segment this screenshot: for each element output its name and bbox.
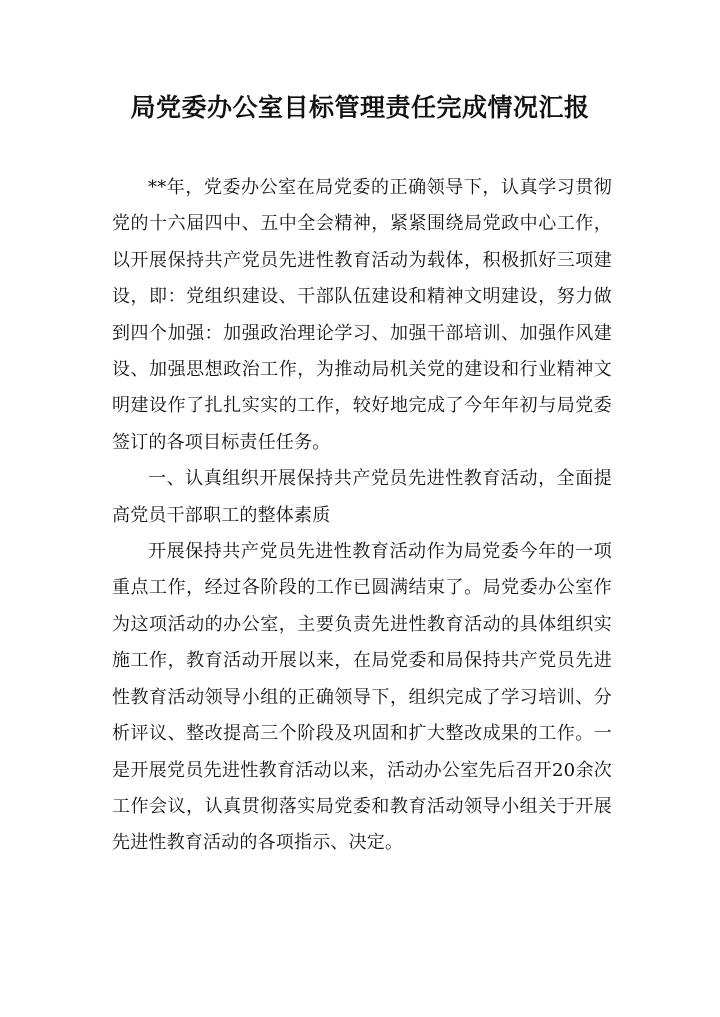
document-body bbox=[112, 170, 612, 862]
section-heading-1: 一、认真组织开展保持共产党员先进性教育活动，全面提高党员干部职工的整体素质 bbox=[112, 468, 612, 526]
paragraph-intro: **年，党委办公室在局党委的正确领导下，认真学习贯彻党的十六届四中、五中全会精神，紧紧围绕局党政中心工作，以开展保持共产党员先进性教育活动为载体，积极抓好三项建设，即：党组织建设、干部队伍建设和精神文明建设，努力做到四个加强：加强政治理论学习、加强干部培训、加强作风建设、加强思想政治工作，为推动局机关党的建设和行业精神文明建设作了扎扎实实的工作，较好地完成了今年年初与局党委签订的各项目标责任任务。 bbox=[112, 177, 612, 453]
paragraph-section-1: 开展保持共产党员先进性教育活动作为局党委今年的一项重点工作，经过各阶段的工作已圆满结束了。局党委办公室作为这项活动的办公室，主要负责先进性教育活动的具体组织实施工作，教育活动开展以来，在局党委和局保持共产党员先进性教育活动领导小组的正确领导下，组织完成了学习培训、分析评议、整改提高三个阶段及巩固和扩大整改成果的工作。一是开展党员先进性教育活动以来，活动办公室先后召开20余次工作会议，认真贯彻落实局党委和教育活动领导小组关于开展先进性教育活动的各项指示、决定。 bbox=[112, 541, 612, 854]
document-title: 局党委办公室目标管理责任完成情况汇报 bbox=[130, 93, 590, 122]
